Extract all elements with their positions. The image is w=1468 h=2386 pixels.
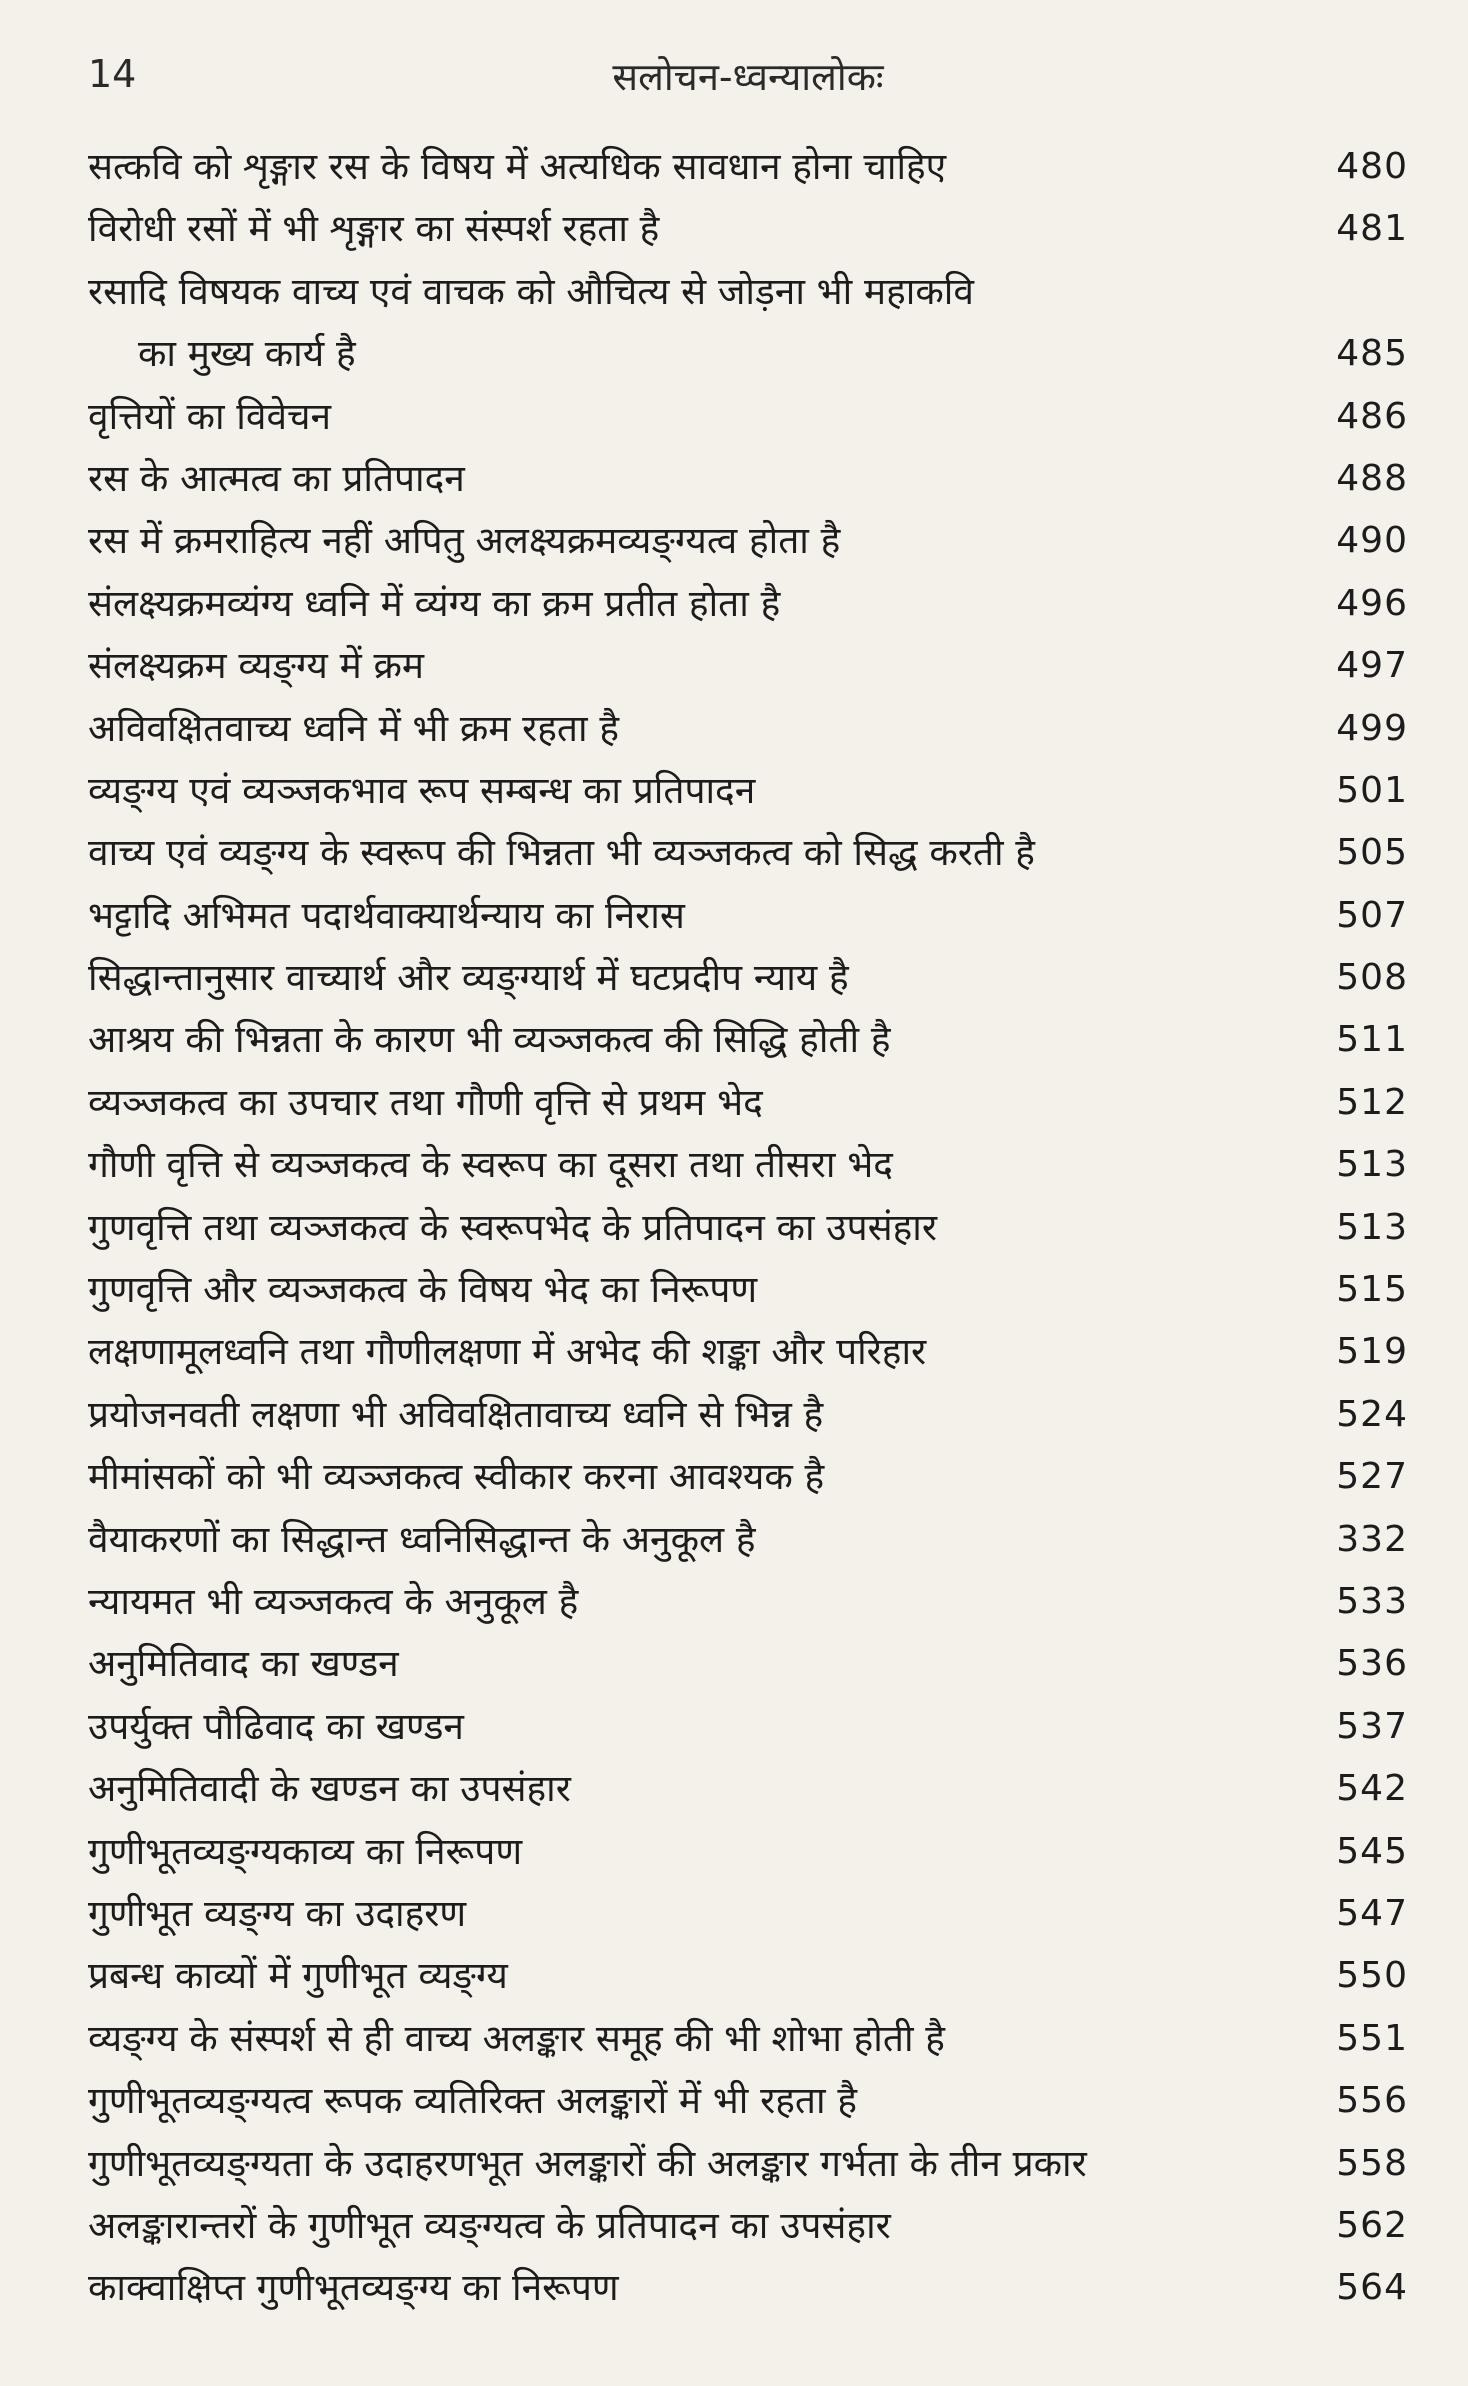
toc-entry — [88, 1259, 1408, 1321]
toc-entry-page-number: 512 — [1336, 1081, 1408, 1123]
toc-entry-title: रस में क्रमराहित्य नहीं अपितु अलक्ष्यक्रमव्यङ्ग्यत्व होता है — [88, 519, 841, 563]
toc-entry-title: अविवक्षितवाच्य ध्वनि में भी क्रम रहता है — [88, 706, 619, 750]
toc-entry-page-number: 527 — [1336, 1456, 1408, 1498]
toc-entry — [88, 698, 1408, 760]
toc-entry — [88, 261, 1408, 386]
toc-entry — [88, 1009, 1408, 1071]
toc-entry — [88, 2070, 1408, 2132]
toc-entry — [88, 2133, 1408, 2195]
toc-entry-title: विरोधी रसों में भी शृङ्गार का संस्पर्श रहता है — [88, 207, 660, 251]
toc-entry-page-number: 499 — [1336, 707, 1408, 749]
toc-entry-title: काक्वाक्षिप्त गुणीभूतव्यङ्ग्य का निरूपण — [88, 2266, 619, 2310]
toc-entry-title: रस के आत्मत्व का प्रतिपादन — [88, 456, 465, 500]
table-of-contents — [88, 136, 1408, 2320]
page-header — [88, 44, 1408, 114]
toc-entry-page-number: 536 — [1336, 1643, 1408, 1685]
toc-entry-title: मीमांसकों को भी व्यञ्जकत्व स्वीकार करना आवश्यक है — [88, 1455, 825, 1499]
toc-entry-title: उपर्युक्त पौढिवाद का खण्डन — [88, 1704, 464, 1748]
toc-entry-page-number: 481 — [1336, 208, 1408, 250]
toc-entry-title: सिद्धान्तानुसार वाच्यार्थ और व्यङ्ग्यार्थ में घटप्रदीप न्याय है — [88, 956, 849, 1000]
toc-entry-page-number: 497 — [1336, 645, 1408, 687]
toc-entry-page-number: 480 — [1336, 145, 1408, 187]
toc-entry — [88, 1509, 1408, 1571]
toc-entry — [88, 1134, 1408, 1196]
toc-entry-title: गौणी वृत्ति से व्यञ्जकत्व के स्वरूप का दूसरा तथा तीसरा भेद — [88, 1143, 893, 1187]
toc-entry-page-number: 547 — [1336, 1892, 1408, 1934]
toc-entry-title: आश्रय की भिन्नता के कारण भी व्यञ्जकत्व की सिद्धि होती है — [88, 1018, 891, 1062]
toc-entry-page-number: 485 — [1336, 333, 1408, 375]
toc-entry-page-number: 519 — [1336, 1331, 1408, 1373]
toc-entry — [88, 1883, 1408, 1945]
toc-entry — [88, 1571, 1408, 1633]
toc-entry-title: व्यङ्ग्य एवं व्यञ्जकभाव रूप सम्बन्ध का प्रतिपादन — [88, 768, 756, 812]
toc-entry-page-number: 511 — [1336, 1019, 1408, 1061]
toc-entry-title: अलङ्कारान्तरों के गुणीभूत व्यङ्ग्यत्व के प्रतिपादन का उपसंहार — [88, 2203, 891, 2247]
toc-entry-title: न्यायमत भी व्यञ्जकत्व के अनुकूल है — [88, 1580, 579, 1623]
toc-entry-page-number: 508 — [1336, 957, 1408, 999]
toc-entry-title: संलक्ष्यक्रम व्यङ्ग्य में क्रम — [88, 644, 425, 688]
toc-entry — [88, 448, 1408, 510]
toc-entry-title: अनुमितिवाद का खण्डन — [88, 1642, 399, 1686]
toc-entry-page-number: 556 — [1336, 2080, 1408, 2122]
toc-entry — [88, 573, 1408, 635]
toc-entry — [88, 635, 1408, 697]
toc-entry-title: गुणवृत्ति और व्यञ्जकत्व के विषय भेद का निरूपण — [88, 1268, 758, 1312]
toc-entry-title: भट्टादि अभिमत पदार्थवाक्यार्थन्याय का निरास — [88, 893, 685, 937]
toc-entry — [88, 1633, 1408, 1695]
toc-entry-page-number: 486 — [1336, 395, 1408, 437]
toc-entry-page-number: 507 — [1336, 894, 1408, 936]
toc-entry-title: व्यञ्जकत्व का उपचार तथा गौणी वृत्ति से प्रथम भेद — [88, 1080, 763, 1124]
toc-entry — [88, 1321, 1408, 1383]
toc-entry-title: व्यङ्ग्य के संस्पर्श से ही वाच्य अलङ्कार समूह की भी शोभा होती है — [88, 2016, 945, 2060]
toc-entry-page-number: 564 — [1336, 2267, 1408, 2309]
toc-entry-page-number: 524 — [1336, 1393, 1408, 1435]
toc-entry — [88, 1446, 1408, 1508]
toc-entry — [88, 2195, 1408, 2257]
toc-entry — [88, 947, 1408, 1009]
toc-entry-title: गुणीभूत व्यङ्ग्य का उदाहरण — [88, 1891, 467, 1935]
toc-entry-page-number: 488 — [1336, 457, 1408, 499]
toc-entry — [88, 885, 1408, 947]
toc-entry-title-line: रसादि विषयक वाच्य एवं वाचक को औचित्य से जोड़ना भी महाकवि — [88, 269, 974, 313]
toc-entry-title: गुणीभूतव्यङ्ग्यकाव्य का निरूपण — [88, 1829, 523, 1873]
toc-entry-page-number: 533 — [1336, 1580, 1408, 1622]
toc-entry-title: वृत्तियों का विवेचन — [88, 394, 332, 438]
toc-entry-title: प्रयोजनवती लक्षणा भी अविवक्षितावाच्य ध्वनि से भिन्न है — [88, 1392, 824, 1436]
toc-entry-page-number: 513 — [1336, 1206, 1408, 1248]
toc-entry-title: अनुमितिवादी के खण्डन का उपसंहार — [88, 1767, 571, 1811]
toc-entry — [88, 1384, 1408, 1446]
toc-entry-title: वैयाकरणों का सिद्धान्त ध्वनिसिद्धान्त के अनुकूल है — [88, 1517, 756, 1561]
toc-entry-title: संलक्ष्यक्रमव्यंग्य ध्वनि में व्यंग्य का क्रम प्रतीत होता है — [88, 581, 781, 625]
toc-entry — [88, 386, 1408, 448]
toc-entry-page-number: 550 — [1336, 1955, 1408, 1997]
toc-entry — [88, 1945, 1408, 2007]
toc-entry — [88, 510, 1408, 572]
toc-entry — [88, 1696, 1408, 1758]
toc-entry-page-number: 490 — [1336, 520, 1408, 562]
toc-entry — [88, 136, 1408, 198]
toc-entry-title: वाच्य एवं व्यङ्ग्य के स्वरूप की भिन्नता भी व्यञ्जकत्व को सिद्ध करती है — [88, 831, 1035, 875]
toc-entry-page-number: 545 — [1336, 1830, 1408, 1872]
toc-entry-page-number: 515 — [1336, 1269, 1408, 1311]
toc-entry-page-number: 551 — [1336, 2017, 1408, 2059]
page-number: 14 — [88, 52, 137, 96]
toc-entry-page-number: 537 — [1336, 1705, 1408, 1747]
toc-entry-title — [88, 261, 1208, 386]
toc-entry — [88, 1072, 1408, 1134]
toc-entry — [88, 822, 1408, 884]
toc-entry-title: प्रबन्ध काव्यों में गुणीभूत व्यङ्ग्य — [88, 1954, 508, 1998]
toc-entry — [88, 1821, 1408, 1883]
toc-entry-page-number: 496 — [1336, 582, 1408, 624]
toc-entry — [88, 2008, 1408, 2070]
toc-entry-title: लक्षणामूलध्वनि तथा गौणीलक्षणा में अभेद की शङ्का और परिहार — [88, 1330, 927, 1374]
toc-entry-page-number: 505 — [1336, 832, 1408, 874]
toc-entry-title-continuation: का मुख्य कार्य है — [138, 332, 356, 376]
toc-entry — [88, 2257, 1408, 2319]
toc-entry-page-number: 542 — [1336, 1768, 1408, 1810]
toc-entry-title: सत्कवि को शृङ्गार रस के विषय में अत्यधिक सावधान होना चाहिए — [88, 145, 947, 188]
toc-entry-page-number: 562 — [1336, 2204, 1408, 2246]
running-title: सलोचन-ध्वन्यालोकः — [612, 55, 884, 99]
toc-entry-page-number: 501 — [1336, 769, 1408, 811]
toc-entry-page-number: 513 — [1336, 1144, 1408, 1186]
toc-entry — [88, 198, 1408, 260]
toc-entry-page-number: 332 — [1336, 1518, 1408, 1560]
toc-entry — [88, 760, 1408, 822]
toc-entry — [88, 1197, 1408, 1259]
toc-entry-page-number: 558 — [1336, 2142, 1408, 2184]
toc-entry-title: गुणीभूतव्यङ्ग्यत्व रूपक व्यतिरिक्त अलङ्कारों में भी रहता है — [88, 2079, 858, 2123]
toc-entry-title: गुणवृत्ति तथा व्यञ्जकत्व के स्वरूपभेद के प्रतिपादन का उपसंहार — [88, 1205, 937, 1249]
toc-entry-title: गुणीभूतव्यङ्ग्यता के उदाहरणभूत अलङ्कारों की अलङ्कार गर्भता के तीन प्रकार — [88, 2141, 1087, 2185]
toc-entry — [88, 1758, 1408, 1820]
